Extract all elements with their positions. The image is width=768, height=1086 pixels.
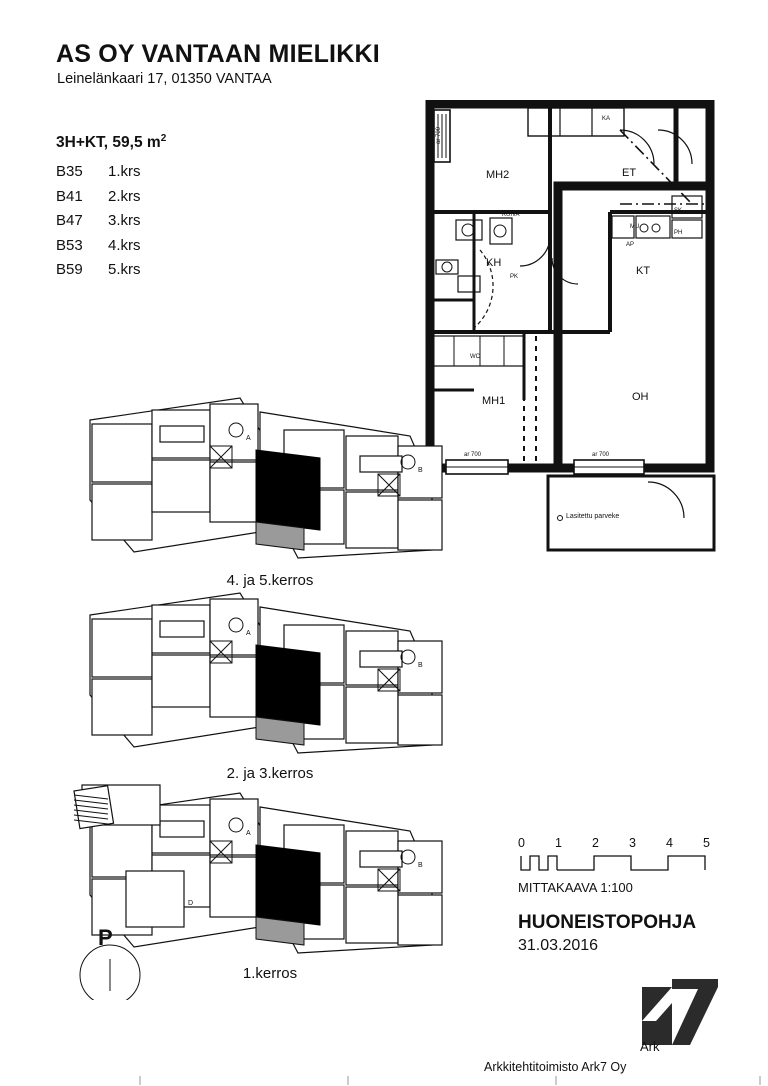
scale-tick-labels bbox=[518, 836, 728, 852]
keyplan-floor-2-3 bbox=[60, 585, 480, 795]
unit-code: B53 bbox=[56, 236, 83, 254]
unit-list bbox=[56, 160, 141, 283]
room-label-mh1: MH1 bbox=[482, 395, 506, 407]
window-label-right: ar 700 bbox=[592, 452, 610, 458]
label-sk: SK bbox=[674, 208, 683, 214]
keyplan-marker-b: B bbox=[418, 862, 423, 869]
keyplan-marker-a: A bbox=[246, 630, 251, 637]
unit-floor: 2.krs bbox=[108, 187, 141, 205]
ark7-logo bbox=[638, 975, 734, 1055]
label-wc: WC bbox=[470, 354, 480, 360]
label-ap: AP bbox=[626, 242, 635, 248]
document-title: HUONEISTOPOHJA bbox=[518, 912, 697, 933]
keyplan-caption-1: 1.kerros bbox=[242, 965, 298, 982]
page-bottom-ticks bbox=[0, 1076, 768, 1086]
window-label-left: ar 700 bbox=[464, 452, 482, 458]
scale-tick: 4 bbox=[666, 836, 673, 850]
list-item bbox=[56, 185, 141, 210]
keyplan-marker-d: D bbox=[188, 900, 194, 907]
list-item bbox=[56, 209, 141, 234]
parking-label: P bbox=[98, 925, 113, 950]
label-kuivauspatteri: KUIVA bbox=[502, 212, 520, 218]
unit-code: B47 bbox=[56, 212, 83, 229]
unit-floor: 3.krs bbox=[108, 212, 141, 229]
scale-bar bbox=[518, 836, 728, 879]
unit-floor: 5.krs bbox=[108, 261, 141, 278]
balcony-label: Lasitettu parveke bbox=[566, 513, 620, 520]
logo-text: Ark bbox=[640, 1039, 660, 1054]
scale-tick: 2 bbox=[592, 836, 599, 850]
unit-floor: 1.krs bbox=[108, 163, 141, 180]
scale-tick: 0 bbox=[518, 836, 525, 850]
scale-tick: 1 bbox=[555, 836, 562, 850]
room-label-kh: KH bbox=[486, 257, 502, 269]
keyplan-caption-2-3: 2. ja 3.kerros bbox=[226, 765, 314, 782]
list-item bbox=[56, 258, 141, 283]
label-pk: PK bbox=[510, 274, 519, 280]
scale-tick: 3 bbox=[629, 836, 636, 850]
room-label-oh: OH bbox=[632, 391, 649, 403]
unit-type-area bbox=[56, 133, 166, 152]
keyplan-floor-4-5 bbox=[60, 390, 480, 600]
list-item bbox=[56, 160, 141, 185]
page-subtitle-address: Leinelänkaari 17, 01350 VANTAA bbox=[57, 71, 272, 87]
page-title: AS OY VANTAAN MIELIKKI bbox=[56, 40, 380, 68]
label-ph: PH bbox=[674, 230, 683, 236]
unit-code: B35 bbox=[56, 163, 83, 180]
label-mu: MU bbox=[630, 224, 640, 230]
unit-floor: 4.krs bbox=[108, 236, 141, 254]
unit-type-superscript: 2 bbox=[160, 133, 167, 144]
label-kaappi: KA bbox=[602, 116, 611, 122]
window-label-top: ar 700 bbox=[436, 126, 442, 144]
room-label-mh2: MH2 bbox=[486, 169, 510, 181]
office-name: Arkkitehtitoimisto Ark7 Oy bbox=[484, 1060, 627, 1074]
keyplan-marker-a: A bbox=[246, 435, 251, 442]
list-item bbox=[56, 234, 141, 259]
keyplan-marker-b: B bbox=[418, 662, 423, 669]
scale-caption: MITTAKAAVA 1:100 bbox=[518, 880, 633, 895]
keyplan-marker-b: B bbox=[418, 467, 423, 474]
unit-code: B41 bbox=[56, 187, 83, 205]
keyplan-marker-a: A bbox=[246, 830, 251, 837]
scale-graphic bbox=[518, 854, 718, 874]
unit-type-text: 3H+KT, 59,5 m bbox=[56, 134, 161, 152]
room-label-et: ET bbox=[622, 167, 637, 179]
document-date: 31.03.2016 bbox=[518, 937, 599, 954]
unit-code: B59 bbox=[56, 261, 83, 278]
scale-tick: 5 bbox=[703, 836, 710, 850]
room-label-kt: KT bbox=[636, 265, 651, 277]
keyplan-caption-4-5: 4. ja 5.kerros bbox=[226, 572, 314, 589]
